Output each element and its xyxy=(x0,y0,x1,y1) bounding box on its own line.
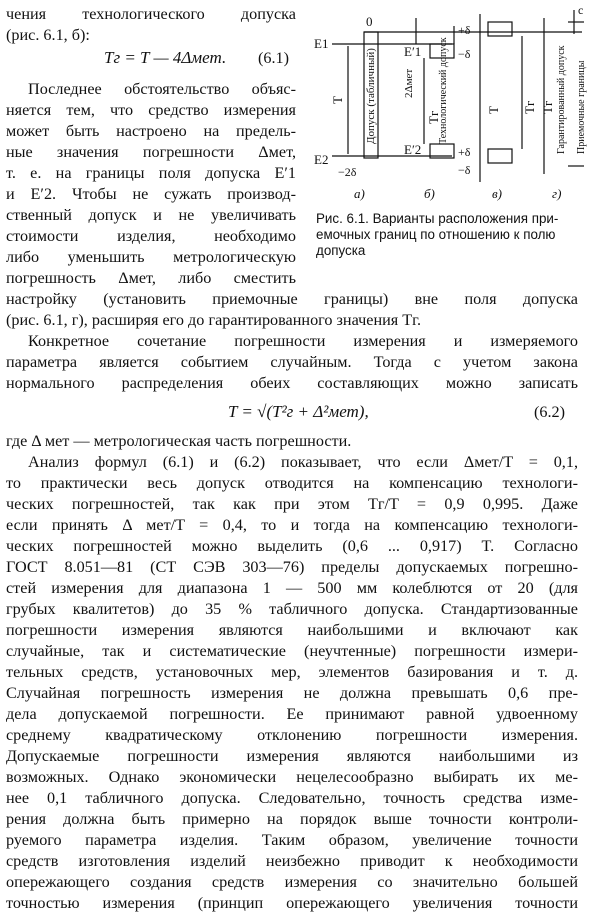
text-line: настройку (установить приемочные границы) вне поля допуска xyxy=(6,290,578,308)
text-line: стей измерения для диапазона 1 — 500 мм колеблются от 20 (для xyxy=(6,579,578,597)
text-line: няется тем, что средство измерения xyxy=(6,101,296,119)
text-line: погрешность Δмет, либо сместить xyxy=(6,269,296,287)
figure-6-1 xyxy=(312,4,590,204)
label-accept: Приемочные границы xyxy=(576,60,587,154)
label-e2p: E′2 xyxy=(404,142,422,157)
label-minus-2d: −2δ xyxy=(338,165,357,179)
label-2dmet: 2Δмет xyxy=(403,68,415,98)
text-line: ственный допуск и не увеличивать xyxy=(6,206,296,224)
label-e1: E1 xyxy=(314,36,329,51)
text-line: возможных. Однако экономически нецелесообразно выбирать их ме- xyxy=(6,768,578,786)
label-tg-v: Tг xyxy=(522,100,537,114)
text-line: (рис. 6.1, г), расширяя его до гарантированного значения Tг. xyxy=(6,311,422,329)
label-v: в) xyxy=(492,186,502,201)
label-e1p: E′1 xyxy=(404,44,422,59)
text-line: и E′2. Чтобы не сужать производ- xyxy=(6,185,296,203)
text-line: тельных средств, установочных мер, элементов базирования и т. д. xyxy=(6,663,578,681)
text-line: чения технологического допуска xyxy=(6,5,296,23)
equation-number: (6.2) xyxy=(534,403,566,421)
text-line: может быть настроено на предель- xyxy=(6,122,296,140)
text-line: то практически весь допуск отводится на компенсацию технологи- xyxy=(6,474,578,492)
text-line: нормального распределения обеих составляющих можно записать xyxy=(6,374,578,392)
text-line: либо уменьшить метрологическую xyxy=(6,248,296,266)
lower-zone-v xyxy=(488,149,512,163)
label-tg-b: Tг xyxy=(426,110,441,124)
text-line: нее 0,1 табличного допуска. Следовательно, точность средства изме- xyxy=(6,789,578,807)
text-line: рения должна быть примерно на порядок выше точности контроли- xyxy=(6,810,578,828)
upper-zone-v xyxy=(488,22,512,36)
label-plus-d: +δ xyxy=(458,23,471,37)
text-line: если принять Δ мет/T = 0,4, то и тогда на компенсацию технологи- xyxy=(6,516,578,534)
label-t-v: T xyxy=(486,106,501,114)
text-line: случайные, так и систематические (неучтенные) погрешности измери- xyxy=(6,642,578,660)
text-line: ческих погрешностей можно выделить (0,6 ... 0,917) T. Согласно xyxy=(6,537,578,555)
label-tg-g: Tг xyxy=(540,100,555,114)
figure-caption: допуска xyxy=(316,243,366,258)
label-plus-d-2: +δ xyxy=(458,145,471,159)
text-line: Конкретное сочетание погрешности измерения и измеряемого xyxy=(28,332,578,350)
equation-6-2: T = √(T²г + Δ²мет), xyxy=(228,402,369,421)
label-zero: 0 xyxy=(366,14,373,29)
text-line: ческих погрешностей, так как при этом Tг/T = 0,9 0,995. Даже xyxy=(6,495,578,513)
text-line: Анализ формул (6.1) и (6.2) показывает, что если Δмет/T = 0,1, xyxy=(28,453,578,471)
text-line: Последнее обстоятельство объяс- xyxy=(28,80,296,98)
text-line: стоимости изделия, необходимо xyxy=(6,227,296,245)
text-line: дела допускаемой погрешности. Ее принимают равной удвоенному xyxy=(6,705,578,723)
label-b: б) xyxy=(424,186,435,201)
equation-6-1: Tг = T — 4Δмет. xyxy=(104,48,227,67)
text-line: т. е. на границы поля допуска E′1 xyxy=(6,164,296,182)
text-line: погрешности измерения являются наибольшими и включают как xyxy=(6,621,578,639)
text-line: опережающего создания средств измерения со значительно большей xyxy=(6,873,578,891)
figure-caption: Рис. 6.1. Варианты расположения при- xyxy=(316,211,559,226)
label-minus-d: −δ xyxy=(458,47,471,61)
label-e2: E2 xyxy=(314,152,329,167)
text-line: ГОСТ 8.051—81 (СТ СЭВ 303—76) пределы допускаемых погрешно- xyxy=(6,558,578,576)
label-tol-guar: Гарантированный допуск xyxy=(556,45,567,154)
text-line: Случайная погрешность измерения не должна превышать 0,6 пре- xyxy=(6,684,578,702)
text-line: руемого параметра изделия. Таким образом, увеличение точности xyxy=(6,831,578,849)
equation-number: (6.1) xyxy=(258,49,290,67)
text-line: точностью измерения (принцип опережающего увеличения точности xyxy=(6,894,578,912)
label-tol-table: Допуск (табличный) xyxy=(365,48,377,144)
figure-caption: емочных границ по отношению к полю xyxy=(316,227,556,242)
label-c: c xyxy=(578,4,584,17)
text-line: параметра является событием случайным. Тогда с учетом закона xyxy=(6,353,578,371)
label-tol-tech: Технологический допуск xyxy=(438,37,449,144)
text-line: где Δ мет — метрологическая часть погрешности. xyxy=(6,432,352,450)
text-line: (рис. 6.1, б): xyxy=(6,26,90,44)
text-line: средств изготовления изделий неизбежно приводит к необходимости xyxy=(6,852,578,870)
label-minus-d-2: −δ xyxy=(458,163,471,177)
text-line: ные значения погрешности Δмет, xyxy=(6,143,296,161)
text-line: среднему квадратическому отклонению погрешности измерения. xyxy=(6,726,578,744)
label-t-a: T xyxy=(330,96,345,104)
label-a: а) xyxy=(354,186,365,201)
text-line: Допускаемые погрешности измерения являются наибольшими из xyxy=(6,747,578,765)
text-line: грубых квалитетов) до 35 % табличного допуска. Стандартизованные xyxy=(6,600,578,618)
label-g: г) xyxy=(552,186,562,201)
